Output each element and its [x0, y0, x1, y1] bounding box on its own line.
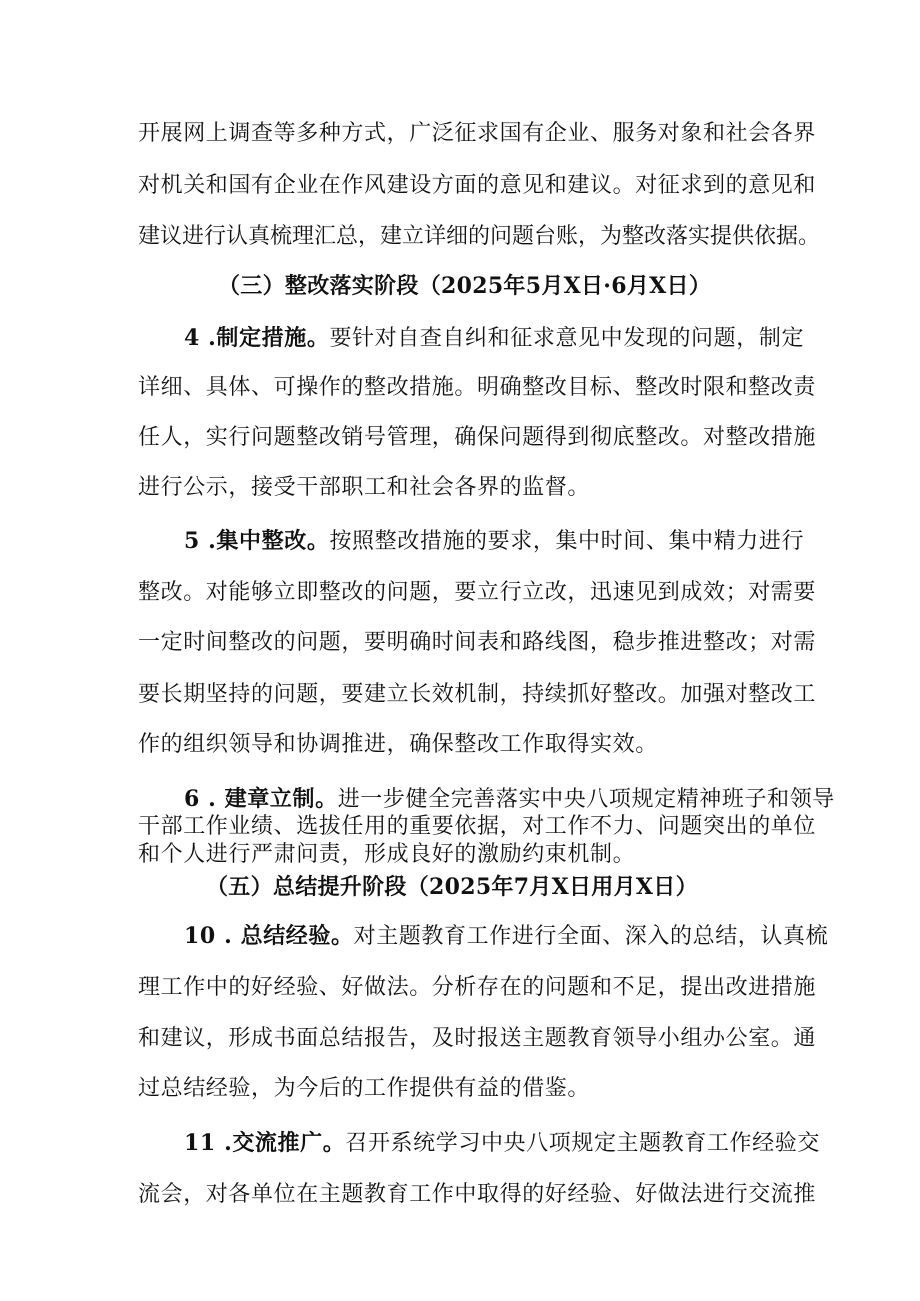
- item-text: 按照整改措施的要求，集中时间、集中精力进行: [329, 529, 805, 554]
- item-lead-title: 4 .制定措施。: [184, 325, 330, 351]
- paragraph-line: 开展网上调查等多种方式，广泛征求国有企业、服务对象和社会各界: [138, 121, 817, 146]
- item-first-line: [184, 526, 805, 557]
- paragraph-line: 任人，实行问题整改销号管理，确保问题得到彻底整改。对整改措施: [138, 425, 817, 450]
- item-first-line: [184, 921, 829, 952]
- item-lead-title: 5 .集中整改。: [184, 528, 330, 554]
- paragraph-line: 整改。对能够立即整改的问题，要立行立改，迅速见到成效；对需要: [138, 580, 817, 605]
- section-heading: （三）整改落实阶段（2025年5月X日·6月X日）: [218, 273, 712, 299]
- paragraph-line: 一定时间整改的问题，要明确时间表和路线图，稳步推进整改；对需: [138, 630, 817, 655]
- item-text: 召开系统学习中央八项规定主题教育工作经验交: [345, 1131, 820, 1156]
- item-text: 要针对自查自纠和征求意见中发现的问题，制定: [329, 326, 805, 351]
- paragraph-line: 作的组织领导和协调推进，确保整改工作取得实效。: [138, 732, 658, 757]
- item-lead-title: 11 .交流推广。: [184, 1130, 346, 1156]
- item-lead-title: 6 . 建章立制。: [184, 786, 338, 812]
- paragraph-line: 理工作中的好经验、好做法。分析存在的问题和不足，提出改进措施: [138, 975, 817, 1000]
- paragraph-line: 详细、具体、可操作的整改措施。明确整改目标、整改时限和整改责: [138, 375, 817, 400]
- paragraph-line: 要长期坚持的问题，要建立长效机制，持续抓好整改。加强对整改工: [138, 682, 817, 707]
- paragraph-line: 建议进行认真梳理汇总，建立详细的问题台账，为整改落实提供依据。: [138, 224, 821, 249]
- item-text: 进一步健全完善落实中央八项规定精神班子和领导: [337, 787, 835, 812]
- section-heading: （五）总结提升阶段（2025年7月X日用月X日）: [206, 874, 698, 900]
- paragraph-line: 流会，对各单位在主题教育工作中取得的好经验、好做法进行交流推: [138, 1182, 817, 1207]
- paragraph-line: 干部工作业绩、选拔任用的重要依据，对工作不力、问题突出的单位: [138, 814, 817, 839]
- paragraph-line: 和建议，形成书面总结报告，及时报送主题教育领导小组办公室。通: [138, 1026, 817, 1051]
- item-first-line: [184, 323, 805, 354]
- paragraph-line: 对机关和国有企业在作风建设方面的意见和建议。对征求到的意见和: [138, 173, 817, 198]
- item-text: 对主题教育工作进行全面、深入的总结，认真梳: [353, 924, 829, 949]
- item-first-line: [184, 1128, 820, 1159]
- item-lead-title: 10 . 总结经验。: [184, 923, 354, 949]
- paragraph-line: 过总结经验，为今后的工作提供有益的借鉴。: [138, 1076, 591, 1101]
- item-first-line: [184, 784, 835, 815]
- paragraph-line: 和个人进行严肃问责，形成良好的激励约束机制。: [138, 842, 636, 867]
- paragraph-line: 进行公示，接受干部职工和社会各界的监督。: [138, 475, 591, 500]
